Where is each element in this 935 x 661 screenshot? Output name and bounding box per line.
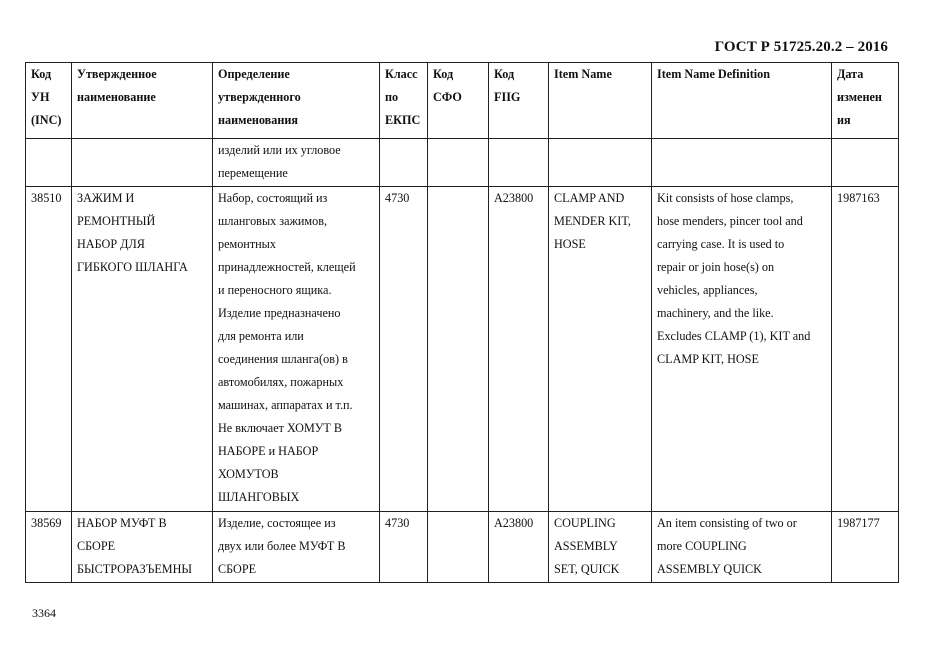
header-sfo-code	[428, 63, 489, 139]
cell-change-date	[832, 187, 899, 512]
cell-text-line: Не включает ХОМУТ В	[218, 421, 343, 435]
cell-text-line: A23800	[494, 191, 534, 205]
cell-sfo-code	[428, 187, 489, 512]
cell-approved-name	[72, 139, 213, 187]
cell-text-line: Код	[494, 67, 515, 81]
header-item-name	[549, 63, 652, 139]
cell-text-line: Kit consists of hose clamps,	[657, 191, 794, 205]
cell-fiig-code	[489, 187, 549, 512]
cell-text-line: carrying case. It is used to	[657, 237, 785, 251]
cell-ekps-class	[380, 187, 428, 512]
cell-text-line: НАБОРЕ и НАБОР	[218, 444, 319, 458]
cell-text-line: наименование	[77, 90, 156, 104]
cell-text-line: перемещение	[218, 166, 288, 180]
cell-text-line: hose menders, pincer tool and	[657, 214, 803, 228]
cell-text-line: и переносного ящика.	[218, 283, 332, 297]
cell-name-definition	[213, 187, 380, 512]
cell-text-line: ASSEMBLY	[554, 539, 618, 553]
table-header-row	[26, 63, 899, 139]
cell-text-line: НАБОР МУФТ В	[77, 516, 167, 530]
cell-text-line: Определение	[218, 67, 290, 81]
cell-text-line: РЕМОНТНЫЙ	[77, 214, 156, 228]
cell-text-line: COUPLING	[554, 516, 616, 530]
document-title: ГОСТ Р 51725.20.2 – 2016	[714, 39, 888, 55]
cell-text-line: SET, QUICK	[554, 562, 620, 576]
cell-text-line: принадлежностей, клещей	[218, 260, 356, 274]
cell-fiig-code	[489, 512, 549, 583]
item-name-table	[25, 62, 899, 583]
cell-text-line: ия	[837, 113, 851, 127]
cell-name-definition	[213, 139, 380, 187]
cell-text-line: more COUPLING	[657, 539, 747, 553]
cell-inc-code	[26, 187, 72, 512]
header-fiig-code	[489, 63, 549, 139]
cell-text-line: машинах, аппаратах и т.п.	[218, 398, 353, 412]
cell-text-line: 1987177	[837, 516, 880, 530]
cell-text-line: FIIG	[494, 90, 521, 104]
cell-text-line: Дата	[837, 67, 864, 81]
cell-text-line: 1987163	[837, 191, 880, 205]
cell-sfo-code	[428, 139, 489, 187]
cell-text-line: machinery, and the like.	[657, 306, 774, 320]
cell-change-date	[832, 139, 899, 187]
cell-text-line: 4730	[385, 191, 410, 205]
cell-name-definition	[213, 512, 380, 583]
page-number: 3364	[32, 606, 56, 620]
cell-text-line: repair or join hose(s) on	[657, 260, 775, 274]
header-inc-code	[26, 63, 72, 139]
cell-text-line: шланговых зажимов,	[218, 214, 328, 228]
cell-item-name	[549, 187, 652, 512]
cell-text-line: по	[385, 90, 399, 104]
header-item-name-definition	[652, 63, 832, 139]
header-approved-name	[72, 63, 213, 139]
cell-approved-name	[72, 512, 213, 583]
cell-fiig-code	[489, 139, 549, 187]
cell-text-line: БЫСТРОРАЗЪЕМНЫ	[77, 562, 193, 576]
header-change-date	[832, 63, 899, 139]
cell-inc-code	[26, 512, 72, 583]
cell-approved-name	[72, 187, 213, 512]
cell-text-line: ЗАЖИМ И	[77, 191, 135, 205]
cell-text-line: A23800	[494, 516, 534, 530]
cell-item-name	[549, 512, 652, 583]
header-name-definition	[213, 63, 380, 139]
cell-item-name-definition	[652, 512, 832, 583]
cell-ekps-class	[380, 512, 428, 583]
cell-text-line: CLAMP KIT, HOSE	[657, 352, 759, 366]
cell-text-line: 4730	[385, 516, 410, 530]
cell-text-line: НАБОР ДЛЯ	[77, 237, 145, 251]
cell-item-name	[549, 139, 652, 187]
cell-text-line: Утвержденное	[77, 67, 157, 81]
cell-text-line: Класс	[385, 67, 418, 81]
cell-text-line: An item consisting of two or	[657, 516, 797, 530]
table-row	[26, 512, 899, 583]
cell-text-line: двух или более МУФТ В	[218, 539, 346, 553]
cell-item-name-definition	[652, 139, 832, 187]
cell-change-date	[832, 512, 899, 583]
cell-text-line: Item Name Definition	[657, 67, 771, 81]
cell-text-line: изделий или их угловое	[218, 143, 341, 157]
cell-text-line: HOSE	[554, 237, 586, 251]
cell-text-line: (INC)	[31, 113, 62, 127]
cell-text-line: ШЛАНГОВЫХ	[218, 490, 300, 504]
cell-text-line: автомобилях, пожарных	[218, 375, 344, 389]
cell-text-line: наименования	[218, 113, 298, 127]
cell-text-line: СФО	[433, 90, 462, 104]
cell-text-line: CLAMP AND	[554, 191, 625, 205]
cell-text-line: ASSEMBLY QUICK	[657, 562, 762, 576]
cell-text-line: Набор, состоящий из	[218, 191, 328, 205]
cell-text-line: Изделие предназначено	[218, 306, 341, 320]
cell-text-line: Код	[433, 67, 454, 81]
cell-text-line: утвержденного	[218, 90, 301, 104]
table-row	[26, 187, 899, 512]
cell-text-line: УН	[31, 90, 50, 104]
header-ekps-class	[380, 63, 428, 139]
cell-ekps-class	[380, 139, 428, 187]
table-row	[26, 139, 899, 187]
cell-text-line: для ремонта или	[218, 329, 304, 343]
cell-text-line: Excludes CLAMP (1), KIT and	[657, 329, 811, 343]
cell-text-line: изменен	[837, 90, 882, 104]
cell-text-line: 38510	[31, 191, 62, 205]
cell-text-line: ХОМУТОВ	[218, 467, 279, 481]
cell-text-line: ремонтных	[218, 237, 276, 251]
cell-text-line: Изделие, состоящее из	[218, 516, 336, 530]
cell-item-name-definition	[652, 187, 832, 512]
cell-text-line: ЕКПС	[385, 113, 421, 127]
cell-text-line: MENDER KIT,	[554, 214, 631, 228]
cell-text-line: СБОРЕ	[77, 539, 116, 553]
cell-text-line: Item Name	[554, 67, 612, 81]
cell-text-line: соединения шланга(ов) в	[218, 352, 348, 366]
cell-text-line: СБОРЕ	[218, 562, 257, 576]
cell-text-line: Код	[31, 67, 52, 81]
cell-inc-code	[26, 139, 72, 187]
cell-text-line: ГИБКОГО ШЛАНГА	[77, 260, 188, 274]
cell-text-line: 38569	[31, 516, 62, 530]
cell-sfo-code	[428, 512, 489, 583]
cell-text-line: vehicles, appliances,	[657, 283, 758, 297]
